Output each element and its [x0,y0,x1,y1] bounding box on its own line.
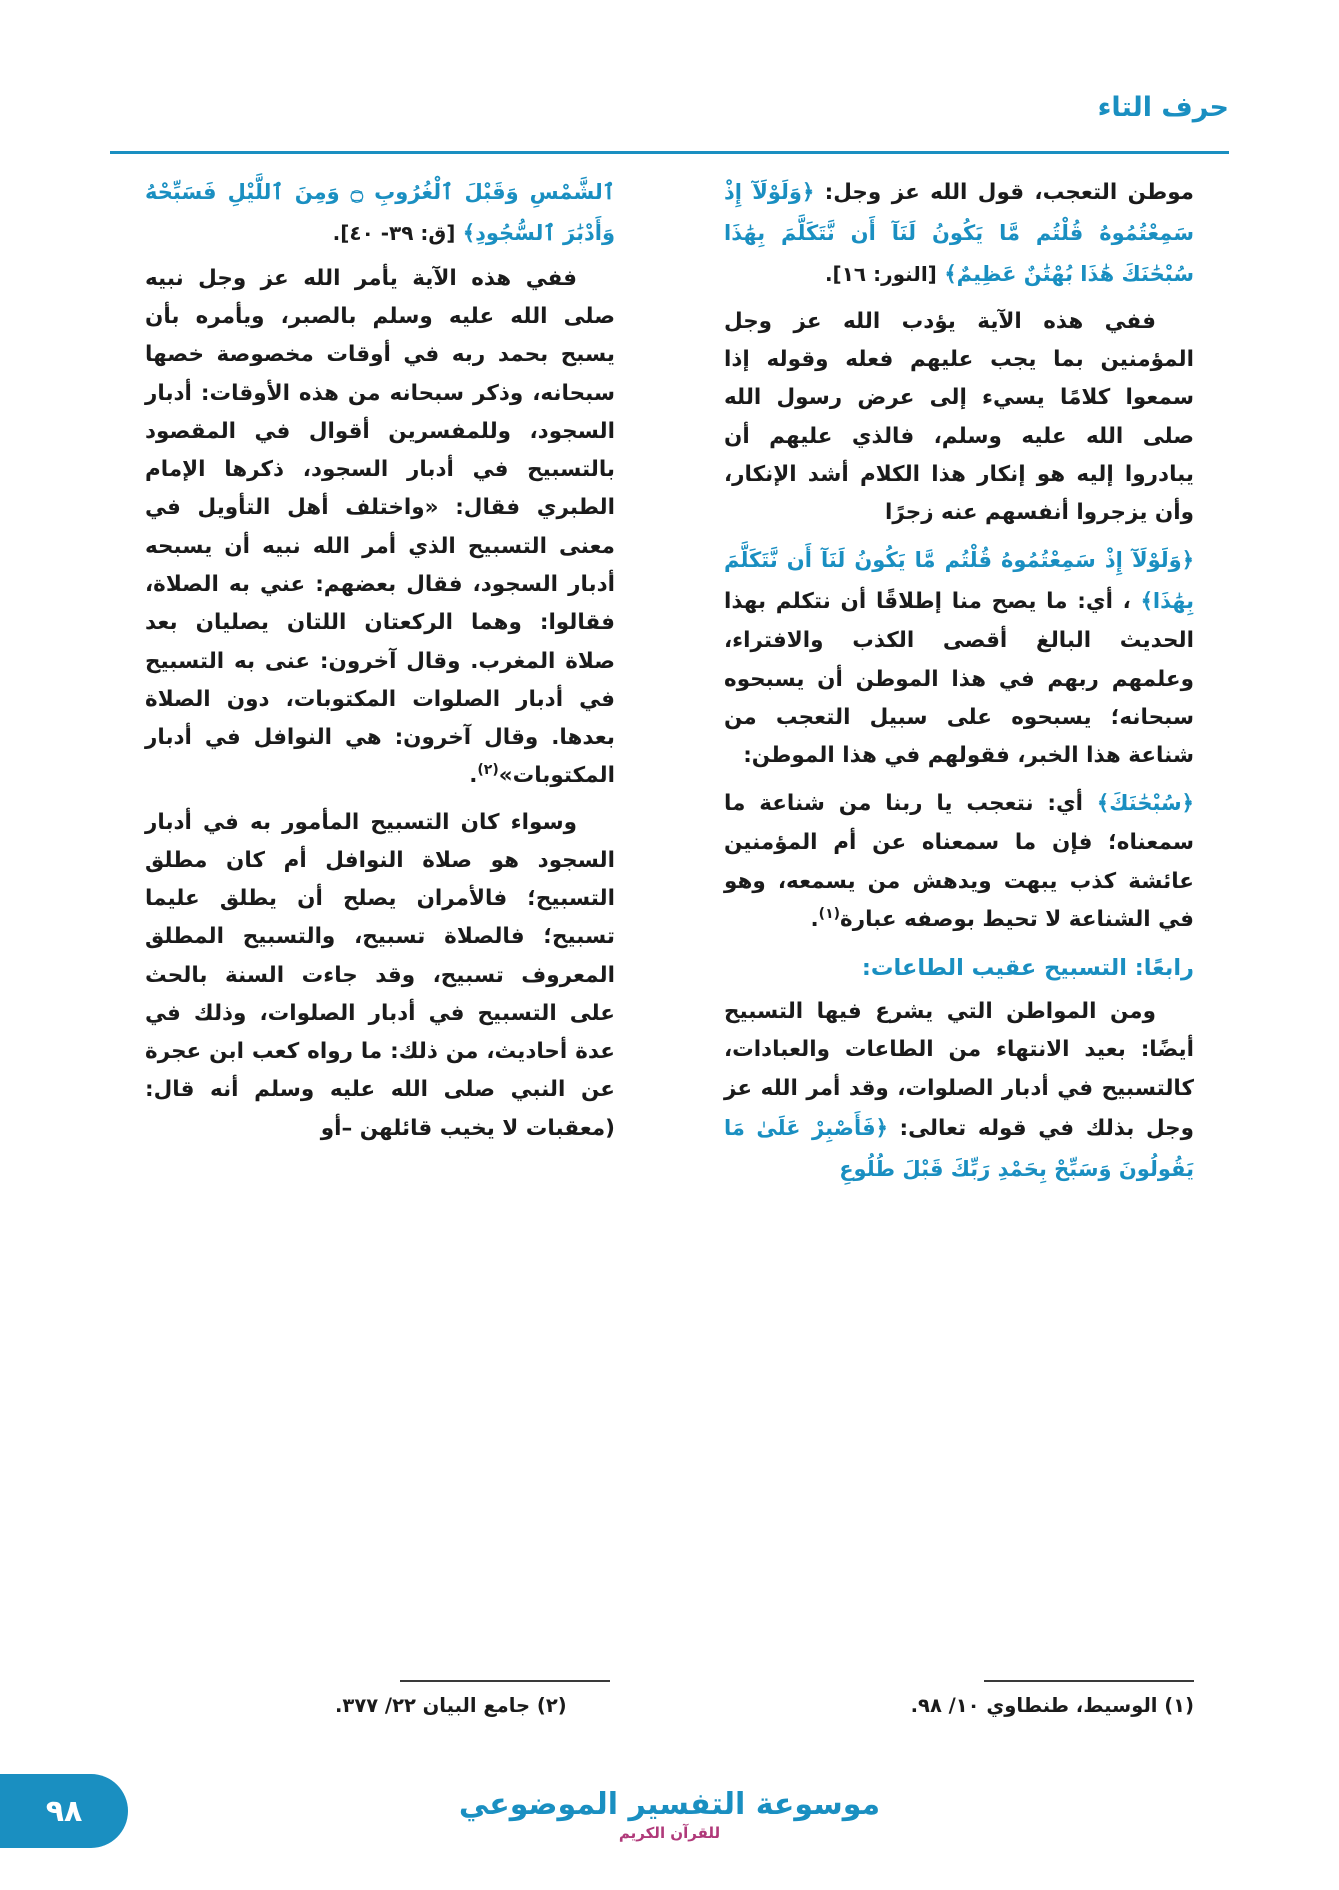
page-number: ٩٨ [45,1793,83,1829]
footnote-divider-left [400,1680,610,1682]
quran-quote-continued [145,172,615,254]
paragraph-text: ففي هذه الآية يأمر الله عز وجل نبيه صلى الله عليه وسلم بالصبر، ويأمره بأن يسبح بحمد ربه في أوقات مخصوصة خصها سبحانه، وذكر سبحانه من هذه الأوقات: أدبار السجود، وللمفسرين أقوال في المقصود بالتسبيح في أدبار السجود، ذكرها الإمام الطبري فقال: «واختلف أهل التأويل في معنى التسبيح الذي أمر الله نبيه أن يسبحه أدبار السجود، فقال بعضهم: عني به الصلاة، فقالوا: وهما الركعتان اللتان يصليان بعد صلاة المغرب. وقال آخرون: عنى به التسبيح في أدبار الصلوات المكتوبات، دون الصلاة بعدها. وقال آخرون: هي النوافل في أدبار المكتوبات» [145,265,615,789]
paragraph-intro-quote [724,172,1194,295]
page-body [145,172,1194,1660]
footnote-marker-2: (٢) [477,762,499,779]
paragraph-text: ، أي: ما يصح منا إطلاقًا أن نتكلم بهذا الحديث البالغ أقصى الكذب والافتراء، وعلمهم ربهم في هذا الموطن أن يسبحوه سبحانه؛ يسبحوه على سبيل التعجب من شناعة هذا الخبر، فقولهم في هذا الموطن: [724,589,1194,769]
quran-quote: ﴿وَلَوْلَآ إِذْ سَمِعْتُمُوهُ قُلْتُم مَّا يَكُونُ لَنَآ أَن نَّتَكَلَّمَ بِهَٰذَا سُبْحَٰنَكَ هَٰذَا بُهْتَٰنٌ عَظِيمٌ﴾ [724,180,1194,286]
paragraph-commentary-6: وسواء كان التسبيح المأمور به في أدبار السجود هو صلاة النوافل أم كان مطلق التسبيح؛ فالأمران يصلح أن يطلق عليما تسبيح؛ فالصلاة تسبيح، والتسبيح المطلق المعروف تسبيح، وقد جاءت السنة بالحث على التسبيح في أدبار الصلوات، وذلك في عدة أحاديث، من ذلك: ما رواه كعب ابن عجرة عن النبي صلى الله عليه وسلم أنه قال: (معقبات لا يخيب قائلهن –أو [145,809,615,1141]
paragraph-commentary-4 [724,993,1194,1190]
quran-reference: [النور: ١٦]. [824,261,937,286]
footnote-marker-1: (١) [818,905,841,922]
header-divider [110,151,1229,154]
page-title: حرف التاء [1097,92,1229,123]
column-left [145,172,615,1660]
paragraph-commentary-5 [145,260,615,796]
footnotes-area [145,1680,1194,1740]
quran-reference: [ق: ٣٩- ٤٠]. [332,220,456,245]
paragraph-text-tail: . [469,763,478,789]
column-right [724,172,1194,1660]
publisher-logo [0,1787,1339,1842]
logo-subtitle: للقرآن الكريم [618,1824,721,1842]
logo-title: موسوعة التفسير الموضوعي [458,1787,881,1822]
paragraph-text: موطن التعجب، قول الله عز وجل: [814,180,1194,205]
page-header [110,92,1229,154]
paragraph-text: أي: نتعجب يا ربنا من شناعة ما سمعناه؛ فإن ما سمعناه عن أم المؤمنين عائشة كذب يبهت ويدهش من يسمعه، وهو في الشناعة لا تحيط بوصفه عبارة [724,791,1194,932]
section-subheading: رابعًا: التسبيح عقيب الطاعات: [861,955,1194,982]
paragraph-commentary-1: ففي هذه الآية يؤدب الله عز وجل المؤمنين بما يجب عليهم فعله وقوله إذا سمعوا كلامًا يسيء إلى عرض رسول الله صلى الله عليه وسلم، فالذي عليهم أن يبادروا إليه هو إنكار هذا الكلام أشد الإنكار، وأن يزجروا أنفسهم عنه زجرًا [724,308,1194,526]
quran-text: ٱلشَّمْسِ وَقَبْلَ ٱلْغُرُوبِ ۝ وَمِنَ ٱللَّيْلِ فَسَبِّحْهُ وَأَدْبَٰرَ ٱلسُّجُودِ﴾ [145,180,616,245]
paragraph-text-tail: . [810,906,819,932]
paragraph-commentary-3 [724,783,1194,939]
footnote-left: (٢) جامع البيان ٢٢/ ٣٧٧. [335,1694,567,1717]
quran-quote: ﴿فَأَصْبِرْ عَلَىٰ مَا يَقُولُونَ وَسَبِّحْ بِحَمْدِ رَبِّكَ قَبْلَ طُلُوعِ [724,1115,1194,1181]
quran-quote: ﴿سُبْحَٰنَكَ﴾ [1096,791,1194,816]
paragraph-text: ومن المواطن التي يشرع فيها التسبيح أيضًا: بعيد الانتهاء من الطاعات والعبادات، كالتسبيح في أدبار الصلوات، وقد أمر الله عز وجل بذلك في قوله تعالى: [724,999,1195,1141]
page-number-badge [0,1774,128,1848]
quran-quote: ﴿وَلَوْلَآ إِذْ سَمِعْتُمُوهُ قُلْتُم مَّا يَكُونُ لَنَآ أَن نَّتَكَلَّمَ بِهَٰذَا﴾ [724,548,1194,614]
footnote-right: (١) الوسيط، طنطاوي ١٠/ ٩٨. [910,1694,1194,1717]
paragraph-commentary-2 [724,540,1194,775]
footnote-divider-right [984,1680,1194,1682]
